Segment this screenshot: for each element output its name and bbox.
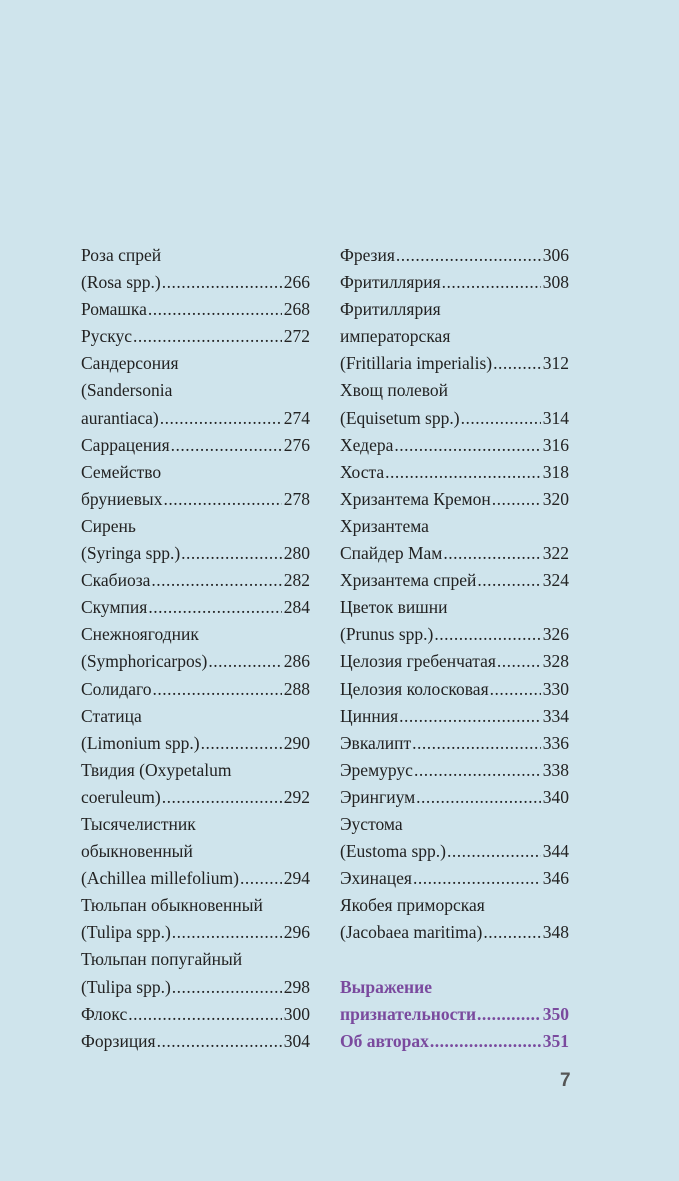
dot-leader	[477, 1001, 541, 1028]
dot-leader	[240, 865, 282, 892]
dot-leader	[490, 676, 541, 703]
toc-entry[interactable]	[340, 269, 569, 296]
toc-entry-title: признательности	[340, 1003, 477, 1024]
dot-leader	[412, 730, 541, 757]
toc-right-column	[340, 242, 569, 1055]
toc-entry-page: 314	[542, 407, 569, 428]
dot-leader	[447, 838, 541, 865]
toc-entry-title: Эрингиум	[340, 786, 416, 807]
dot-leader	[128, 1001, 281, 1028]
toc-entry-page: 334	[542, 705, 569, 726]
dot-leader	[497, 648, 541, 675]
dot-leader	[163, 486, 281, 513]
dot-leader	[151, 567, 281, 594]
toc-entry[interactable]	[340, 486, 569, 513]
toc-entry-title: Флокс	[81, 1003, 128, 1024]
dot-leader	[396, 242, 541, 269]
toc-entry-page: 292	[283, 786, 310, 807]
toc-entry-title: Тюльпан попугайный	[81, 949, 243, 970]
toc-entry-page: 286	[283, 651, 310, 672]
toc-entry-page: 294	[283, 868, 310, 889]
toc-entry-title: (Jacobaea maritima)	[340, 922, 483, 943]
toc-entry[interactable]	[81, 974, 310, 1001]
dot-leader	[430, 1028, 541, 1055]
toc-entry[interactable]	[340, 621, 569, 648]
toc-entry-title: (Eustoma spp.)	[340, 841, 446, 862]
toc-entry-title: coeruleum)	[81, 786, 161, 807]
toc-entry-page: 308	[542, 272, 569, 293]
toc-entry-page: 280	[283, 543, 310, 564]
toc-entry-title: Роза спрей	[81, 245, 162, 265]
toc-entry-title: (Syringa spp.)	[81, 543, 181, 564]
toc-entry-title: Фритиллярия	[340, 272, 441, 293]
toc-entry-title: бруниевых	[81, 488, 163, 509]
toc-entry-page: 306	[542, 245, 569, 265]
toc-entry[interactable]	[81, 540, 310, 567]
page-number: 7	[560, 1070, 571, 1091]
dot-leader	[477, 567, 540, 594]
dot-leader	[414, 757, 541, 784]
toc-entry-page: 324	[542, 570, 569, 591]
toc-entry-title: Ромашка	[81, 299, 147, 320]
toc-entry[interactable]	[340, 811, 569, 838]
toc-entry-page: 296	[283, 922, 310, 943]
toc-entry[interactable]	[81, 919, 310, 946]
toc-entry[interactable]	[340, 1001, 569, 1028]
toc-entry[interactable]	[81, 784, 310, 811]
toc-entry-title: Хризантема	[340, 515, 429, 536]
dot-leader	[172, 919, 282, 946]
toc-entry-title: Форзиция	[81, 1030, 156, 1051]
toc-entry[interactable]	[340, 676, 569, 703]
toc-entry-title: (Sandersonia	[81, 380, 173, 401]
toc-entry[interactable]	[81, 296, 310, 323]
toc-entry-page: 328	[542, 651, 569, 672]
dot-leader	[443, 540, 540, 567]
dot-leader	[461, 405, 541, 432]
toc-entry[interactable]	[81, 648, 310, 675]
dot-leader	[201, 730, 282, 757]
toc-entry-page: 322	[542, 543, 569, 564]
toc-entry[interactable]	[340, 513, 569, 540]
toc-entry-title: (Symphoricarpos)	[81, 651, 208, 672]
dot-leader	[416, 784, 541, 811]
toc-entry[interactable]	[81, 486, 310, 513]
dot-leader	[148, 296, 282, 323]
toc-entry-title: Тысячелистник	[81, 813, 196, 834]
toc-entry-page: 351	[542, 1030, 569, 1051]
toc-entry[interactable]	[340, 730, 569, 757]
toc-entry[interactable]	[340, 892, 569, 919]
toc-entry-title: Снежноягодник	[81, 624, 199, 645]
dot-leader	[493, 350, 541, 377]
toc-entry[interactable]	[81, 350, 310, 377]
toc-entry[interactable]	[81, 432, 310, 459]
toc-entry[interactable]	[340, 567, 569, 594]
toc-entry-page: 284	[283, 597, 310, 618]
dot-leader	[442, 269, 541, 296]
toc-entry-title: Об авторах	[340, 1030, 429, 1051]
toc-entry-page: 318	[542, 461, 569, 482]
toc-entry[interactable]	[340, 432, 569, 459]
toc-entry[interactable]	[81, 269, 310, 296]
toc-entry-title: (Equisetum spp.)	[340, 407, 460, 428]
toc-entry-title: Семейство	[81, 461, 162, 482]
toc-entry-title: (Fritillaria imperialis)	[340, 353, 493, 374]
toc-entry[interactable]	[81, 676, 310, 703]
toc-entry[interactable]	[81, 730, 310, 757]
toc-entry-page: 350	[542, 1003, 569, 1024]
toc-entry-title: Хедера	[340, 434, 394, 455]
toc-entry-title: Якобея приморская	[340, 895, 485, 916]
dot-leader	[133, 323, 282, 350]
toc-entry-title: императорская	[340, 326, 451, 347]
toc-entry-page: 326	[542, 624, 569, 645]
toc-entry-title: (Prunus spp.)	[340, 624, 434, 645]
section-gap	[340, 946, 569, 973]
toc-entry[interactable]	[81, 567, 310, 594]
dot-leader	[162, 784, 282, 811]
toc-entry[interactable]	[81, 703, 310, 730]
toc-entry-title: Сирень	[81, 515, 136, 536]
toc-entry[interactable]	[340, 350, 569, 377]
toc-entry-page: 320	[542, 488, 569, 509]
toc-entry[interactable]	[340, 838, 569, 865]
toc-entry-title: Фрезия	[340, 245, 395, 265]
toc-entry[interactable]	[340, 703, 569, 730]
toc-entry[interactable]	[340, 974, 569, 1001]
toc-entry-page: 290	[283, 732, 310, 753]
toc-entry-title: Статица	[81, 705, 142, 726]
toc-entry[interactable]	[81, 1028, 310, 1055]
toc-entry[interactable]	[340, 405, 569, 432]
toc-entry-title: Эвкалипт	[340, 732, 412, 753]
toc-entry[interactable]	[81, 594, 310, 621]
toc-entry-page: 348	[542, 922, 569, 943]
toc-entry[interactable]	[340, 648, 569, 675]
toc-entry-title: Твидия (Oxypetalum	[81, 759, 232, 780]
toc-entry[interactable]	[340, 323, 569, 350]
toc-entry[interactable]	[340, 1028, 569, 1055]
toc-entry[interactable]	[81, 892, 310, 919]
toc-entry[interactable]	[340, 594, 569, 621]
toc-entry-page: 346	[542, 868, 569, 889]
toc-entry-page: 344	[542, 841, 569, 862]
toc-entry-page: 282	[283, 570, 310, 591]
dot-leader	[394, 432, 540, 459]
toc-entry[interactable]	[340, 919, 569, 946]
toc-entry-title: (Rosa spp.)	[81, 272, 161, 293]
toc-entry[interactable]	[340, 540, 569, 567]
toc-entry[interactable]	[81, 757, 310, 784]
toc-entry[interactable]	[81, 865, 310, 892]
dot-leader	[172, 974, 282, 1001]
toc-entry-title: Цинния	[340, 705, 399, 726]
dot-leader	[162, 269, 282, 296]
toc-entry-title: Целозия колосковая	[340, 678, 489, 699]
toc-left-column	[81, 242, 310, 1055]
toc-entry-page: 316	[542, 434, 569, 455]
toc-entry-page: 338	[542, 759, 569, 780]
toc-entry-page: 272	[283, 326, 310, 347]
toc-entry-title: Скабиоза	[81, 570, 151, 591]
toc-entry-page: 312	[542, 353, 569, 374]
toc-entry[interactable]	[340, 296, 569, 323]
toc-entry[interactable]	[81, 1001, 310, 1028]
dot-leader	[181, 540, 282, 567]
toc-entry-title: Выражение	[340, 976, 432, 997]
toc-entry-title: (Achillea millefolium)	[81, 868, 239, 889]
toc-entry-title: (Limonium spp.)	[81, 732, 200, 753]
toc-entry-title: Тюльпан обыкновенный	[81, 895, 263, 916]
dot-leader	[483, 919, 540, 946]
dot-leader	[160, 405, 282, 432]
toc-entry-page: 330	[542, 678, 569, 699]
toc-entry[interactable]	[81, 811, 310, 838]
toc-entry-page: 340	[542, 786, 569, 807]
toc-entry[interactable]	[81, 405, 310, 432]
dot-leader	[413, 865, 541, 892]
toc-entry[interactable]	[81, 621, 310, 648]
toc-entry-title: Эхинацея	[340, 868, 412, 889]
dot-leader	[385, 459, 541, 486]
toc-entry-title: Сандерсония	[81, 353, 179, 374]
toc-entry[interactable]	[81, 838, 310, 865]
toc-entry-page: 304	[283, 1030, 310, 1051]
toc-entry-title: Хоста	[340, 461, 385, 482]
toc-entry[interactable]	[81, 377, 310, 404]
toc-entry-page: 300	[283, 1003, 310, 1024]
toc-entry-page: 288	[283, 678, 310, 699]
toc-entry-title: (Tulipa spp.)	[81, 976, 171, 997]
toc-entry-title: aurantiaca)	[81, 407, 159, 428]
toc-entry-title: Целозия гребенчатая	[340, 651, 496, 672]
toc-entry[interactable]	[81, 513, 310, 540]
toc-entry[interactable]	[340, 242, 569, 269]
toc-entry-title: (Tulipa spp.)	[81, 922, 171, 943]
toc-entry-page: 298	[283, 976, 310, 997]
toc-entry[interactable]	[340, 377, 569, 404]
toc-entry[interactable]	[81, 323, 310, 350]
dot-leader	[152, 676, 281, 703]
toc-entry-page: 336	[542, 732, 569, 753]
toc-entry-page: 268	[283, 299, 310, 320]
dot-leader	[157, 1028, 282, 1055]
toc-entry-title: Хризантема Кремон	[340, 488, 491, 509]
dot-leader	[208, 648, 281, 675]
toc-entry-title: Саррацения	[81, 434, 170, 455]
toc-entry-title: Хризантема спрей	[340, 570, 477, 591]
toc-entry-title: Цветок вишни	[340, 597, 448, 618]
toc-entry-title: Эустома	[340, 813, 403, 834]
dot-leader	[434, 621, 540, 648]
toc-entry-page: 266	[283, 272, 310, 293]
toc-entry-title: обыкновенный	[81, 841, 193, 862]
toc-entry-title: Фритиллярия	[340, 299, 441, 320]
toc-entry[interactable]	[340, 459, 569, 486]
dot-leader	[492, 486, 541, 513]
dot-leader	[171, 432, 282, 459]
toc-entry-title: Хвощ полевой	[340, 380, 449, 401]
toc-entry[interactable]	[340, 784, 569, 811]
toc-entry-title: Скумпия	[81, 597, 148, 618]
toc-entry[interactable]	[81, 242, 310, 269]
toc-entry-title: Спайдер Мам	[340, 543, 443, 564]
toc-entry-page: 274	[283, 407, 310, 428]
toc-entry-title: Эремурус	[340, 759, 413, 780]
toc-entry[interactable]	[81, 946, 310, 973]
toc-entry[interactable]	[340, 865, 569, 892]
toc-entry-page: 278	[283, 488, 310, 509]
toc-entry[interactable]	[340, 757, 569, 784]
dot-leader	[399, 703, 541, 730]
toc-entry-page: 276	[283, 434, 310, 455]
toc-entry-title: Рускус	[81, 326, 133, 347]
toc-entry[interactable]	[81, 459, 310, 486]
dot-leader	[148, 594, 281, 621]
toc-entry-title: Солидаго	[81, 678, 152, 699]
